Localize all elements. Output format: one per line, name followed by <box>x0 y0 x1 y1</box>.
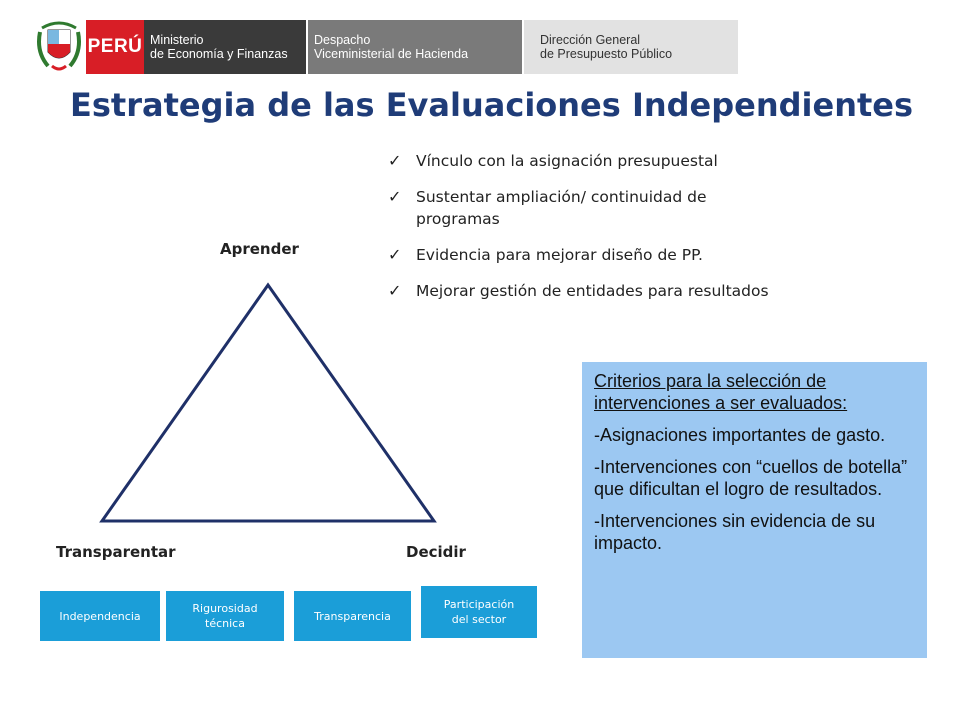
bullet-text: Evidencia para mejorar diseño de PP. <box>416 246 703 264</box>
criteria-item: -Intervenciones con “cuellos de botella” que dificultan el logro de resultados. <box>594 457 908 499</box>
checkmark-icon: ✓ <box>388 281 402 300</box>
triangle-shape <box>102 285 434 521</box>
principle-box-transparencia <box>294 591 411 641</box>
checkmark-icon: ✓ <box>388 151 402 170</box>
list-item <box>386 186 786 230</box>
despacho-line-1: Despacho <box>314 33 371 47</box>
peru-logo-text: PERÚ <box>87 36 143 57</box>
bullet-text: Sustentar ampliación/ continuidad de programas <box>416 188 707 228</box>
ministerio-line-2: de Economía y Finanzas <box>150 47 288 61</box>
criteria-item: -Intervenciones sin evidencia de su impacto. <box>594 511 876 553</box>
list-item <box>386 244 786 266</box>
header-direccion <box>524 20 738 74</box>
triangle-label-transparentar: Transparentar <box>56 543 176 561</box>
triangle-label-decidir: Decidir <box>406 543 466 561</box>
principle-label: Independencia <box>59 609 141 623</box>
page-title: Estrategia de las Evaluaciones Independientes <box>70 86 914 124</box>
criteria-heading: Criterios para la selección de intervenciones a ser evaluados: <box>594 371 848 413</box>
bullet-text: Vínculo con la asignación presupuestal <box>416 152 718 170</box>
checkmark-icon: ✓ <box>388 187 402 206</box>
principle-label: Rigurosidad técnica <box>192 602 258 630</box>
principle-box-participacion <box>421 586 537 638</box>
bullet-text: Mejorar gestión de entidades para resultados <box>416 282 769 300</box>
principle-label: Transparencia <box>314 609 391 623</box>
principle-label: Participación del sector <box>443 598 515 626</box>
criteria-item: -Asignaciones importantes de gasto. <box>594 425 886 445</box>
list-item <box>386 150 786 172</box>
header-despacho <box>308 20 522 74</box>
triangle-diagram <box>96 280 440 528</box>
list-item <box>386 280 786 302</box>
despacho-line-2: Viceministerial de Hacienda <box>314 47 469 61</box>
principle-box-independencia <box>40 591 160 641</box>
checkmark-icon: ✓ <box>388 245 402 264</box>
principle-box-rigurosidad <box>166 591 284 641</box>
bullet-list <box>386 150 786 316</box>
triangle-label-aprender: Aprender <box>220 240 299 258</box>
peru-logo <box>86 20 144 74</box>
criteria-panel <box>582 362 927 658</box>
direccion-line-2: de Presupuesto Público <box>540 47 673 61</box>
direccion-line-1: Dirección General <box>540 33 641 47</box>
header-ministerio <box>144 20 306 74</box>
ministerio-line-1: Ministerio <box>150 33 204 47</box>
peru-coat-of-arms-icon <box>36 18 82 74</box>
